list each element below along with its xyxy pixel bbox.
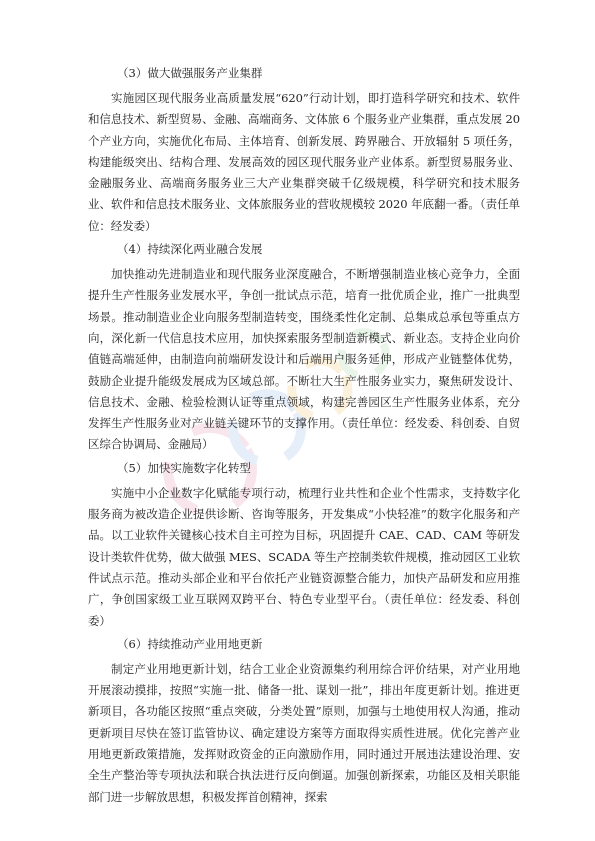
section-body: 实施园区现代服务业高质量发展“620”行动计划，即打造科学研究和技术、软件和信息技术、新型贸易、金融、高端商务、文体旅 6 个服务业产业集群，重点发展 20 个产业方向，实施优化布局、主体培育、创新发展、跨界融合、开放辐射 5 项任务，构建能级突出、结构合理、发展高效的园区现代服务业产业体系。新型贸易服务业、金融服务业、高端商务服务业三大产业集群突破千亿级规模，科学研究和技术服务业、软件和信息技术服务业、文体旅服务业的营收规模较 2020 年底翻一番。（责任单位：经发委）	[88, 91, 520, 233]
section-heading: （6）持续推动产业用地更新	[117, 636, 263, 651]
section-heading: （3）做大做强服务产业集群	[117, 66, 263, 80]
section-body: 制定产业用地更新计划，结合工业企业资源集约利用综合评价结果，对产业用地开展滚动摸排，按照“实施一批、储备一批、谋划一批”，排出年度更新计划。推进更新项目，各功能区按照“重点突破，分类处置”原则，加强与土地使用权人沟通，推动更新项目尽快在签订监管协议、确定建设方案等方面取得实质性进展。优化完善产业用地更新政策措施，发挥财政资金的正向激励作用，同时通过开展违法建设治理、安全生产整治等专项执法和联合执法进行反向倒逼。加强创新探索，功能区及相关职能部门进一步解放思想，积极发挥首创精神，探索	[88, 661, 520, 804]
section-heading: （5）加快实施数字化转型	[117, 460, 251, 475]
section-6	[88, 635, 520, 808]
document-page	[88, 64, 520, 811]
section-5	[88, 459, 520, 632]
section-body: 实施中小企业数字化赋能专项行动，梳理行业共性和企业个性需求，支持数字化服务商为被改造企业提供诊断、咨询等服务，开发集成“小快轻准”的数字化服务和产品。以工业软件关键核心技术自主可控为目标，巩固提升 CAE、CAD、CAM 等研发设计类软件优势，做大做强 MES、SCADA 等生产控制类软件规模，推动园区工业软件试点示范。推动头部企业和平台依托产业链资源整合能力，加快产品研发和应用推广，争创国家级工业互联网双跨平台、特色专业型平台。（责任单位：经发委、科创委）	[88, 485, 520, 628]
section-body: 加快推动先进制造业和现代服务业深度融合，不断增强制造业核心竞争力，全面提升生产性服务业发展水平，争创一批试点示范，培育一批优质企业，推广一批典型场景。推动制造业企业向服务型制造转变，围绕柔性化定制、总集成总承包等重点方向，深化新一代信息技术应用，加快探索服务型制造新模式、新业态。支持企业向价值链高端延伸，由制造向前端研发设计和后端用户服务延伸，形成产业链整体优势，鼓励企业提升能级发展成为区域总部。不断壮大生产性服务业实力，聚焦研发设计、信息技术、金融、检验检测认证等重点领域，构建完善园区生产性服务业体系，充分发挥生产性服务业对产业链关键环节的支撑作用。（责任单位：经发委、科创委、自贸区综合协调局、金融局）	[88, 267, 520, 452]
section-4	[88, 240, 520, 456]
section-3	[88, 64, 520, 237]
section-heading: （4）持续深化两业融合发展	[117, 242, 263, 257]
